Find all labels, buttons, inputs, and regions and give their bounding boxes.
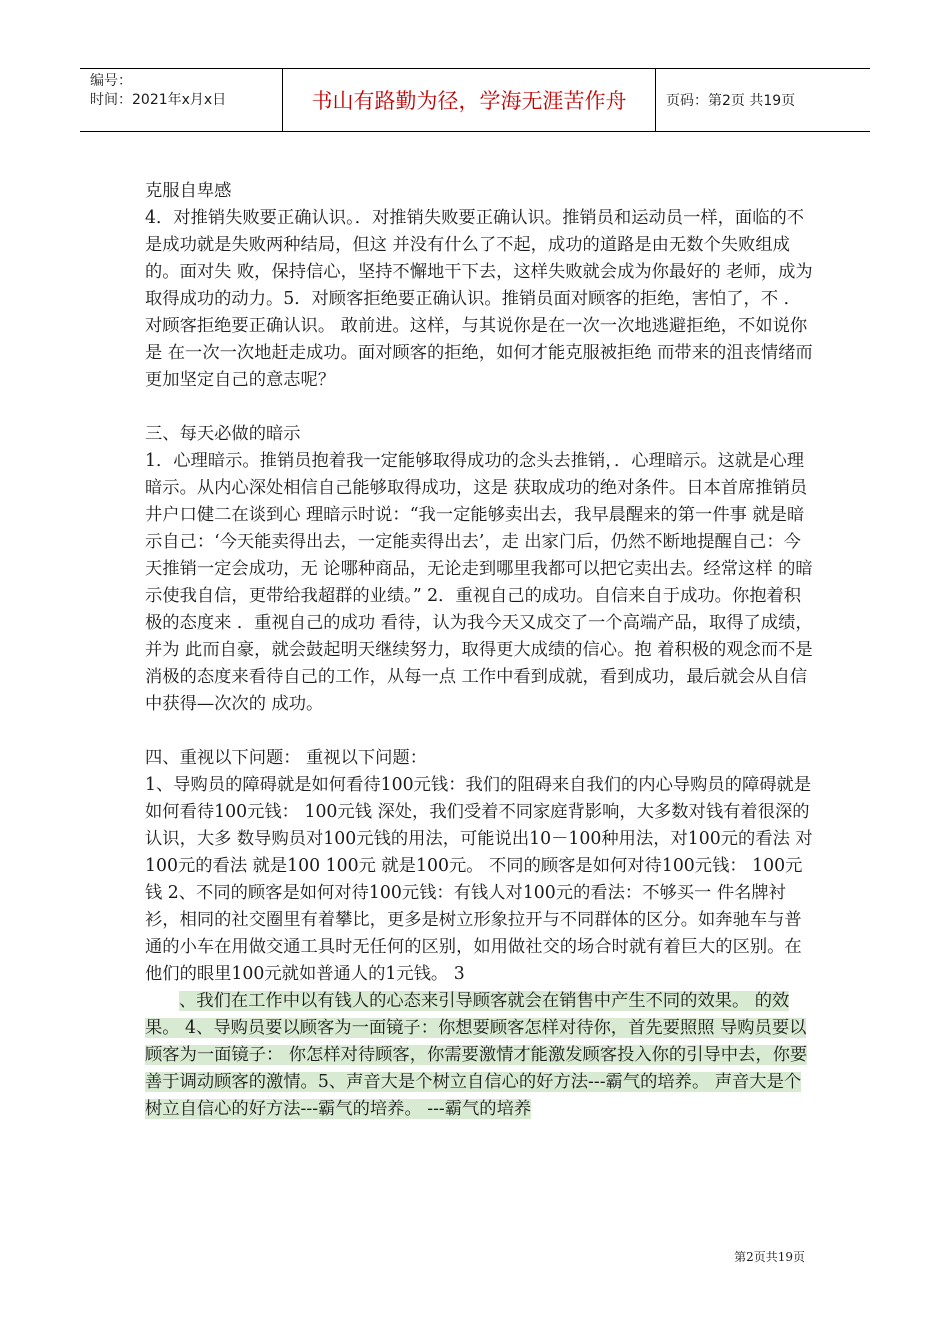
section-heading-issues: 四、重视以下问题： 重视以下问题： [145,748,427,768]
header-motto: 书山有路勤为径，学海无涯苦作舟 [282,69,656,131]
highlighted-paragraph: 、我们在工作中以有钱人的心态来引导顾客就会在销售中产生不同的效果。 的效果。 4、导购员要以顾客为一面镜子：你想要顾客怎样对待你，首先要照照 导购员要以顾客为一面镜子： 你怎样对待顾客，你需要激情才能激发顾客投入你的引导中去，你要 善于调动顾客的激情。5、声音大是个树立自信心的好方法---霸气的培养。 声音大是个树立自信心的好方法---霸气的培养。 ---霸气的培养 [145,991,808,1119]
paragraph-heading-self-confidence: 克服自卑感 [145,181,232,201]
page-header [80,68,870,132]
document-number-label: 编号： [90,73,132,89]
header-page-number: 页码：第2页 共19页 [666,93,796,109]
paragraph-failure-rejection: 4．对推销失败要正确认识。．对推销失败要正确认识。推销员和运动员一样，面临的不是成功就是失败两种结局，但这 并没有什么了不起，成功的道路是由无数个失败组成的。面对失 败，保持信心，坚持不懈地干下去，这样失败就会成为你最好的 老师，成为取得成功的动力。5．对顾客拒绝要正确认识。推销员面对顾客的拒绝，害怕了，不 ．对顾客拒绝要正确认识。 敢前进。这样，与其说你是在一次一次地逃避拒绝，不如说你是 在一次一次地赶走成功。面对顾客的拒绝，如何才能克服被拒绝 而带来的沮丧情绪而更加坚定自己的意志呢？ [145,208,813,390]
paragraph-highlighted-container [145,988,813,1123]
document-body [145,178,813,1123]
document-time-label: 时间：2021年x月x日 [90,92,227,108]
section-heading-daily-suggestion: 三、每天必做的暗示 [145,424,301,444]
paragraph-100-yuan: 1、导购员的障碍就是如何看待100元钱：我们的阻碍来自我们的内心导购员的障碍就是如何看待100元钱： 100元钱 深处，我们受着不同家庭背影响，大多数对钱有着很深的认识，大多 数导购员对100元钱的用法，可能说出10－100种用法，对100元的看法 对100元的看法 就是100 100元 就是100元。 不同的顾客是如何对待100元钱： 100元钱 2、不同的顾客是如何对待100元钱：有钱人对100元的看法：不够买一 件名牌衬衫，相同的社交圈里有着攀比，更多是树立形象拉开与不同群体的区分。如奔驰车与普通的小车在用做交通工具时无任何的区别，如用做社交的场合时就有着巨大的区别。在他们的眼里100元就如普通人的1元钱。 3 [145,775,813,984]
page-footer-number: 第2页共19页 [734,1250,805,1264]
paragraph-psychological-suggestion: 1．心理暗示。推销员抱着我一定能够取得成功的念头去推销，．心理暗示。这就是心理暗示。从内心深处相信自己能够取得成功，这是 获取成功的绝对条件。日本首席推销员井户口健二在谈到心 理暗示时说：“我一定能够卖出去，我早晨醒来的第一件事 就是暗示自己：‘今天能卖得出去，一定能卖得出去’，走 出家门后，仍然不断地提醒自己：今天推销一定会成功，无 论哪种商品，无论走到哪里我都可以把它卖出去。经常这样 的暗示使我自信，更带给我超群的业绩。” 2．重视自己的成功。自信来自于成功。你抱着积极的态度来 ．重视自己的成功 看待，认为我今天又成交了一个高端产品，取得了成绩，并为 此而自豪，就会鼓起明天继续努力，取得更大成绩的信心。抱 着积极的观念而不是消极的态度来看待自己的工作，从每一点 工作中看到成就，看到成功，最后就会从自信中获得—次次的 成功。 [145,451,813,714]
header-left-cell [80,69,282,131]
